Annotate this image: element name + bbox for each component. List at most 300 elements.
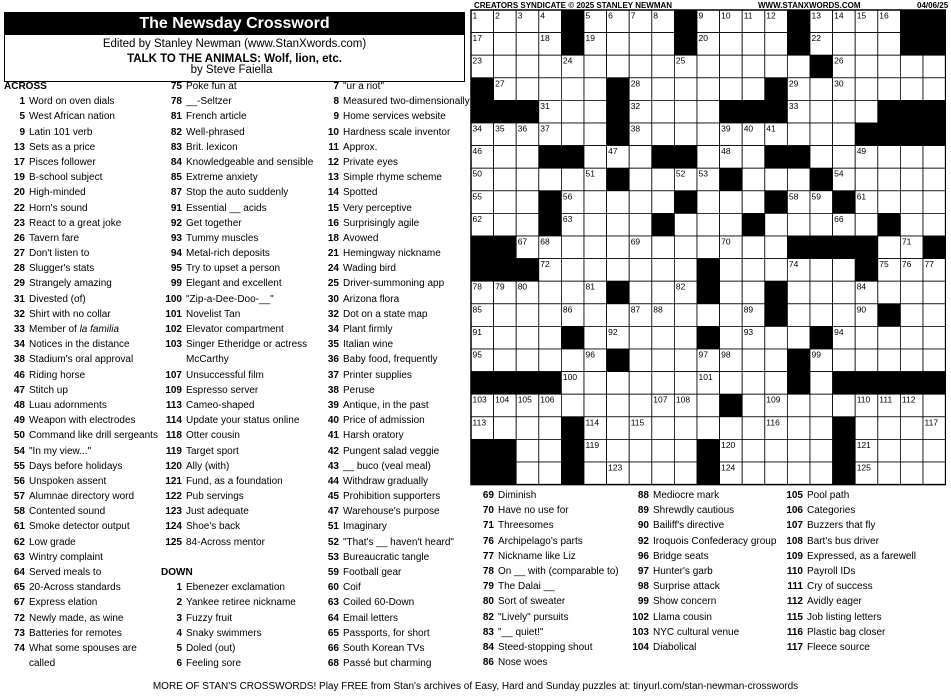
grid-cell[interactable] [652, 372, 675, 395]
grid-cell-black [652, 146, 675, 169]
grid-cell[interactable] [629, 349, 652, 372]
clue-text: Italian wine [343, 339, 394, 351]
grid-cell[interactable] [629, 394, 652, 417]
clue-text: Notices in the distance [29, 339, 130, 351]
grid-cell[interactable] [516, 168, 539, 191]
grid-cell[interactable] [833, 33, 856, 56]
grid-cell[interactable] [697, 304, 720, 327]
grid-cell[interactable] [810, 417, 833, 440]
grid-cell[interactable] [833, 281, 856, 304]
grid-number: 103 [472, 394, 487, 405]
grid-cell[interactable] [674, 462, 697, 485]
grid-cell[interactable] [561, 100, 584, 123]
grid-cell[interactable] [900, 191, 923, 214]
grid-cell[interactable] [787, 439, 810, 462]
grid-cell[interactable] [539, 168, 562, 191]
grid-cell[interactable] [742, 439, 765, 462]
grid-cell[interactable] [539, 78, 562, 101]
grid-cell[interactable] [855, 417, 878, 440]
grid-cell[interactable] [765, 349, 788, 372]
clue-item [4, 155, 158, 170]
grid-cell[interactable] [674, 439, 697, 462]
grid-cell[interactable] [810, 394, 833, 417]
clue-item [473, 503, 619, 518]
grid-cell[interactable] [516, 33, 539, 56]
grid-cell[interactable] [810, 146, 833, 169]
clue-text: Avowed [343, 232, 379, 244]
grid-number: 71 [901, 236, 912, 247]
grid-cell[interactable] [810, 462, 833, 485]
grid-cell[interactable] [810, 439, 833, 462]
grid-cell[interactable] [878, 78, 901, 101]
clue-item [318, 322, 470, 337]
grid-cell[interactable] [494, 146, 517, 169]
grid-cell[interactable] [652, 417, 675, 440]
clue-text: Express elation [29, 597, 98, 609]
grid-cell[interactable] [652, 259, 675, 282]
grid-cell[interactable] [720, 281, 743, 304]
grid-cell[interactable] [494, 326, 517, 349]
grid-cell[interactable] [765, 462, 788, 485]
grid-cell[interactable] [923, 326, 946, 349]
grid-cell[interactable] [787, 462, 810, 485]
grid-cell[interactable] [584, 78, 607, 101]
grid-cell[interactable] [539, 304, 562, 327]
grid-cell[interactable] [629, 191, 652, 214]
grid-cell[interactable] [810, 123, 833, 146]
grid-cell[interactable] [900, 462, 923, 485]
grid-cell[interactable] [855, 78, 878, 101]
clue-number: 118 [165, 430, 182, 442]
grid-cell[interactable] [652, 168, 675, 191]
grid-cell[interactable] [607, 55, 630, 78]
grid-cell-black [674, 10, 697, 33]
grid-cell[interactable] [742, 78, 765, 101]
grid-cell[interactable] [674, 259, 697, 282]
grid-cell[interactable] [855, 33, 878, 56]
grid-number: 51 [585, 168, 595, 179]
grid-cell[interactable] [516, 326, 539, 349]
grid-cell[interactable] [720, 326, 743, 349]
grid-cell[interactable] [516, 439, 539, 462]
grid-cell[interactable] [855, 168, 878, 191]
grid-cell[interactable] [765, 55, 788, 78]
grid-cell[interactable] [697, 55, 720, 78]
grid-cell[interactable] [561, 394, 584, 417]
grid-cell[interactable] [742, 417, 765, 440]
grid-cell[interactable] [923, 349, 946, 372]
grid-cell[interactable] [787, 394, 810, 417]
grid-cell[interactable] [652, 462, 675, 485]
clue-number: 60 [327, 582, 339, 594]
grid-cell[interactable] [765, 168, 788, 191]
grid-cell[interactable] [765, 236, 788, 259]
grid-cell[interactable] [584, 123, 607, 146]
grid-cell[interactable] [516, 213, 539, 236]
grid-cell[interactable] [652, 33, 675, 56]
grid-cell[interactable] [742, 462, 765, 485]
grid-cell[interactable] [855, 55, 878, 78]
grid-cell[interactable] [607, 304, 630, 327]
grid-cell[interactable] [607, 372, 630, 395]
grid-cell[interactable] [561, 168, 584, 191]
grid-number: 88 [653, 304, 663, 315]
grid-cell[interactable] [787, 281, 810, 304]
grid-number: 44 [901, 123, 912, 134]
grid-cell[interactable] [561, 236, 584, 259]
grid-cell[interactable] [607, 439, 630, 462]
grid-cell[interactable] [494, 304, 517, 327]
grid-cell[interactable] [697, 236, 720, 259]
grid-cell[interactable] [742, 33, 765, 56]
grid-cell[interactable] [674, 213, 697, 236]
grid-cell[interactable] [494, 55, 517, 78]
grid-cell[interactable] [494, 349, 517, 372]
grid-cell[interactable] [607, 33, 630, 56]
grid-cell[interactable] [629, 439, 652, 462]
grid-cell[interactable] [516, 349, 539, 372]
clue-text: Expressed, as a farewell [807, 550, 916, 562]
grid-cell[interactable] [742, 168, 765, 191]
grid-cell[interactable] [720, 78, 743, 101]
grid-cell[interactable] [742, 236, 765, 259]
grid-cell[interactable] [878, 439, 901, 462]
grid-cell[interactable] [878, 191, 901, 214]
grid-cell[interactable] [584, 259, 607, 282]
grid-cell[interactable] [720, 55, 743, 78]
grid-cell[interactable] [674, 349, 697, 372]
grid-cell-black [516, 372, 539, 395]
grid-cell[interactable] [787, 55, 810, 78]
grid-cell[interactable] [539, 349, 562, 372]
grid-cell[interactable] [561, 78, 584, 101]
clue-number: 40 [327, 415, 339, 427]
grid-cell[interactable] [674, 123, 697, 146]
clue-text: Spotted [343, 187, 378, 199]
grid-cell[interactable] [584, 100, 607, 123]
grid-cell[interactable] [900, 168, 923, 191]
grid-cell[interactable] [584, 191, 607, 214]
grid-cell[interactable] [765, 439, 788, 462]
grid-cell[interactable] [923, 146, 946, 169]
grid-cell[interactable] [539, 439, 562, 462]
grid-cell[interactable] [787, 304, 810, 327]
grid-cell[interactable] [878, 236, 901, 259]
grid-cell[interactable] [674, 78, 697, 101]
grid-cell[interactable] [697, 146, 720, 169]
clue-text: Sort of sweater [498, 596, 566, 608]
grid-number: 111 [879, 394, 893, 405]
grid-number: 124 [721, 462, 736, 473]
grid-cell[interactable] [539, 326, 562, 349]
grid-cell[interactable] [629, 33, 652, 56]
grid-cell[interactable] [561, 281, 584, 304]
grid-cell[interactable] [742, 191, 765, 214]
grid-cell[interactable] [720, 417, 743, 440]
grid-cell[interactable] [878, 281, 901, 304]
grid-cell[interactable] [494, 168, 517, 191]
grid-cell[interactable] [629, 372, 652, 395]
clue-text: Surprisingly agile [343, 217, 420, 229]
grid-cell[interactable] [652, 326, 675, 349]
grid-cell[interactable] [607, 259, 630, 282]
clue-item [318, 383, 470, 398]
grid-cell[interactable] [652, 123, 675, 146]
clue-text: Peruse [343, 384, 375, 396]
clue-number: 10 [327, 126, 339, 138]
grid-cell[interactable] [787, 123, 810, 146]
grid-cell[interactable] [923, 213, 946, 236]
grid-cell[interactable] [900, 417, 923, 440]
grid-cell[interactable] [855, 213, 878, 236]
grid-cell[interactable] [629, 55, 652, 78]
grid-cell[interactable] [629, 326, 652, 349]
grid-cell[interactable] [697, 100, 720, 123]
grid-cell[interactable] [629, 462, 652, 485]
grid-cell[interactable] [810, 100, 833, 123]
grid-cell[interactable] [900, 281, 923, 304]
grid-cell[interactable] [561, 259, 584, 282]
grid-cell[interactable] [833, 123, 856, 146]
grid-cell[interactable] [539, 462, 562, 485]
grid-cell[interactable] [629, 213, 652, 236]
grid-cell[interactable] [878, 349, 901, 372]
grid-number: 92 [608, 326, 618, 337]
grid-cell-black [900, 372, 923, 395]
grid-cell[interactable] [674, 236, 697, 259]
clue-item [318, 216, 470, 231]
grid-cell[interactable] [607, 191, 630, 214]
grid-cell[interactable] [923, 191, 946, 214]
clue-text: Unspoken assent [29, 475, 107, 487]
grid-cell[interactable] [810, 213, 833, 236]
grid-cell[interactable] [607, 213, 630, 236]
grid-cell[interactable] [629, 168, 652, 191]
grid-cell[interactable] [923, 304, 946, 327]
grid-number: 4 [540, 10, 546, 21]
grid-cell[interactable] [652, 78, 675, 101]
clue-number: 73 [13, 627, 25, 639]
grid-cell[interactable] [742, 349, 765, 372]
grid-cell[interactable] [652, 236, 675, 259]
grid-cell[interactable] [923, 462, 946, 485]
grid-cell[interactable] [900, 78, 923, 101]
grid-cell[interactable] [742, 259, 765, 282]
grid-cell[interactable] [742, 372, 765, 395]
grid-cell[interactable] [516, 191, 539, 214]
grid-cell[interactable] [674, 304, 697, 327]
grid-cell[interactable] [584, 213, 607, 236]
clue-text: Withdraw gradually [343, 475, 429, 487]
clue-number: 94 [170, 248, 182, 260]
clue-text: West African nation [29, 111, 115, 123]
grid-cell[interactable] [584, 372, 607, 395]
grid-cell[interactable] [855, 100, 878, 123]
grid-cell[interactable] [539, 281, 562, 304]
grid-number: 125 [856, 462, 871, 473]
clue-number: 8 [333, 96, 339, 108]
grid-cell[interactable] [561, 123, 584, 146]
grid-cell[interactable] [810, 78, 833, 101]
grid-cell[interactable] [923, 439, 946, 462]
grid-cell[interactable] [494, 213, 517, 236]
grid-cell[interactable] [787, 417, 810, 440]
grid-cell[interactable] [900, 439, 923, 462]
grid-cell[interactable] [765, 33, 788, 56]
clue-number: 61 [13, 521, 25, 533]
grid-cell[interactable] [652, 281, 675, 304]
grid-cell[interactable] [494, 191, 517, 214]
grid-cell[interactable] [787, 168, 810, 191]
grid-cell[interactable] [923, 78, 946, 101]
grid-cell[interactable] [765, 326, 788, 349]
grid-cell[interactable] [674, 326, 697, 349]
grid-cell[interactable] [584, 462, 607, 485]
grid-cell[interactable] [878, 326, 901, 349]
grid-cell[interactable] [765, 259, 788, 282]
clue-number: 20 [13, 187, 25, 199]
grid-cell[interactable] [584, 326, 607, 349]
grid-cell[interactable] [878, 417, 901, 440]
grid-cell[interactable] [833, 349, 856, 372]
grid-cell[interactable] [516, 146, 539, 169]
grid-cell[interactable] [900, 304, 923, 327]
grid-cell[interactable] [765, 213, 788, 236]
grid-number: 54 [834, 168, 844, 179]
grid-cell[interactable] [923, 168, 946, 191]
grid-cell[interactable] [900, 146, 923, 169]
grid-cell[interactable] [584, 236, 607, 259]
grid-cell[interactable] [652, 191, 675, 214]
grid-cell[interactable] [765, 372, 788, 395]
grid-cell[interactable] [855, 349, 878, 372]
grid-cell[interactable] [607, 236, 630, 259]
grid-cell[interactable] [878, 168, 901, 191]
grid-cell[interactable] [810, 304, 833, 327]
grid-cell[interactable] [720, 213, 743, 236]
grid-cell[interactable] [720, 33, 743, 56]
crossword-grid-svg[interactable] [470, 9, 946, 486]
grid-cell[interactable] [833, 146, 856, 169]
grid-cell[interactable] [720, 372, 743, 395]
clue-item [4, 474, 158, 489]
grid-cell[interactable] [697, 123, 720, 146]
crossword-grid[interactable] [470, 9, 946, 486]
grid-cell[interactable] [607, 417, 630, 440]
grid-cell[interactable] [697, 417, 720, 440]
grid-cell[interactable] [720, 259, 743, 282]
grid-cell[interactable] [539, 55, 562, 78]
grid-number: 45 [924, 123, 934, 134]
grid-cell[interactable] [833, 394, 856, 417]
grid-cell[interactable] [923, 281, 946, 304]
grid-cell[interactable] [810, 281, 833, 304]
clue-number: 99 [637, 596, 649, 608]
grid-cell[interactable] [878, 146, 901, 169]
grid-cell[interactable] [584, 394, 607, 417]
grid-cell[interactable] [900, 55, 923, 78]
clue-number: 27 [13, 248, 25, 260]
grid-cell[interactable] [833, 259, 856, 282]
grid-cell[interactable] [697, 394, 720, 417]
grid-cell[interactable] [742, 281, 765, 304]
grid-cell[interactable] [674, 100, 697, 123]
grid-cell[interactable] [742, 146, 765, 169]
grid-cell[interactable] [674, 372, 697, 395]
grid-cell[interactable] [878, 462, 901, 485]
grid-cell[interactable] [787, 213, 810, 236]
clue-item [161, 79, 313, 94]
grid-cell[interactable] [810, 259, 833, 282]
clue-item [161, 170, 313, 185]
grid-cell[interactable] [810, 372, 833, 395]
clue-text: Payroll IDs [807, 565, 856, 577]
grid-cell[interactable] [923, 55, 946, 78]
grid-cell[interactable] [516, 462, 539, 485]
grid-cell[interactable] [878, 55, 901, 78]
clue-item [628, 488, 776, 503]
grid-cell[interactable] [652, 55, 675, 78]
grid-cell[interactable] [697, 78, 720, 101]
grid-cell[interactable] [584, 55, 607, 78]
grid-cell[interactable] [652, 100, 675, 123]
grid-cell[interactable] [720, 304, 743, 327]
clue-number: 91 [170, 202, 182, 214]
grid-cell[interactable] [742, 55, 765, 78]
clue-number: 105 [786, 490, 803, 501]
grid-cell[interactable] [629, 281, 652, 304]
grid-cell[interactable] [855, 326, 878, 349]
grid-cell[interactable] [516, 304, 539, 327]
grid-cell[interactable] [900, 349, 923, 372]
clue-item [4, 201, 158, 216]
grid-cell[interactable] [652, 439, 675, 462]
grid-cell[interactable] [652, 349, 675, 372]
clue-text: Update your status online [186, 415, 300, 427]
grid-cell[interactable] [900, 326, 923, 349]
grid-cell[interactable] [516, 55, 539, 78]
grid-number: 108 [675, 394, 691, 405]
grid-cell[interactable] [494, 417, 517, 440]
grid-cell[interactable] [833, 304, 856, 327]
grid-cell[interactable] [494, 33, 517, 56]
grid-cell[interactable] [539, 417, 562, 440]
clue-number: 30 [327, 293, 339, 305]
grid-number: 104 [495, 394, 510, 405]
grid-cell[interactable] [833, 100, 856, 123]
grid-cell[interactable] [629, 146, 652, 169]
grid-cell[interactable] [878, 33, 901, 56]
grid-cell[interactable] [607, 394, 630, 417]
grid-number: 70 [721, 236, 731, 247]
grid-cell[interactable] [900, 213, 923, 236]
grid-cell[interactable] [923, 394, 946, 417]
grid-cell[interactable] [516, 78, 539, 101]
grid-cell[interactable] [742, 394, 765, 417]
grid-cell[interactable] [584, 146, 607, 169]
grid-cell[interactable] [697, 191, 720, 214]
grid-cell[interactable] [561, 349, 584, 372]
grid-number: 69 [630, 236, 641, 247]
grid-cell[interactable] [697, 213, 720, 236]
grid-cell[interactable] [584, 304, 607, 327]
grid-cell[interactable] [720, 191, 743, 214]
grid-cell[interactable] [516, 417, 539, 440]
grid-cell[interactable] [674, 417, 697, 440]
grid-cell[interactable] [629, 259, 652, 282]
grid-number: 18 [540, 33, 550, 44]
grid-cell[interactable] [787, 326, 810, 349]
